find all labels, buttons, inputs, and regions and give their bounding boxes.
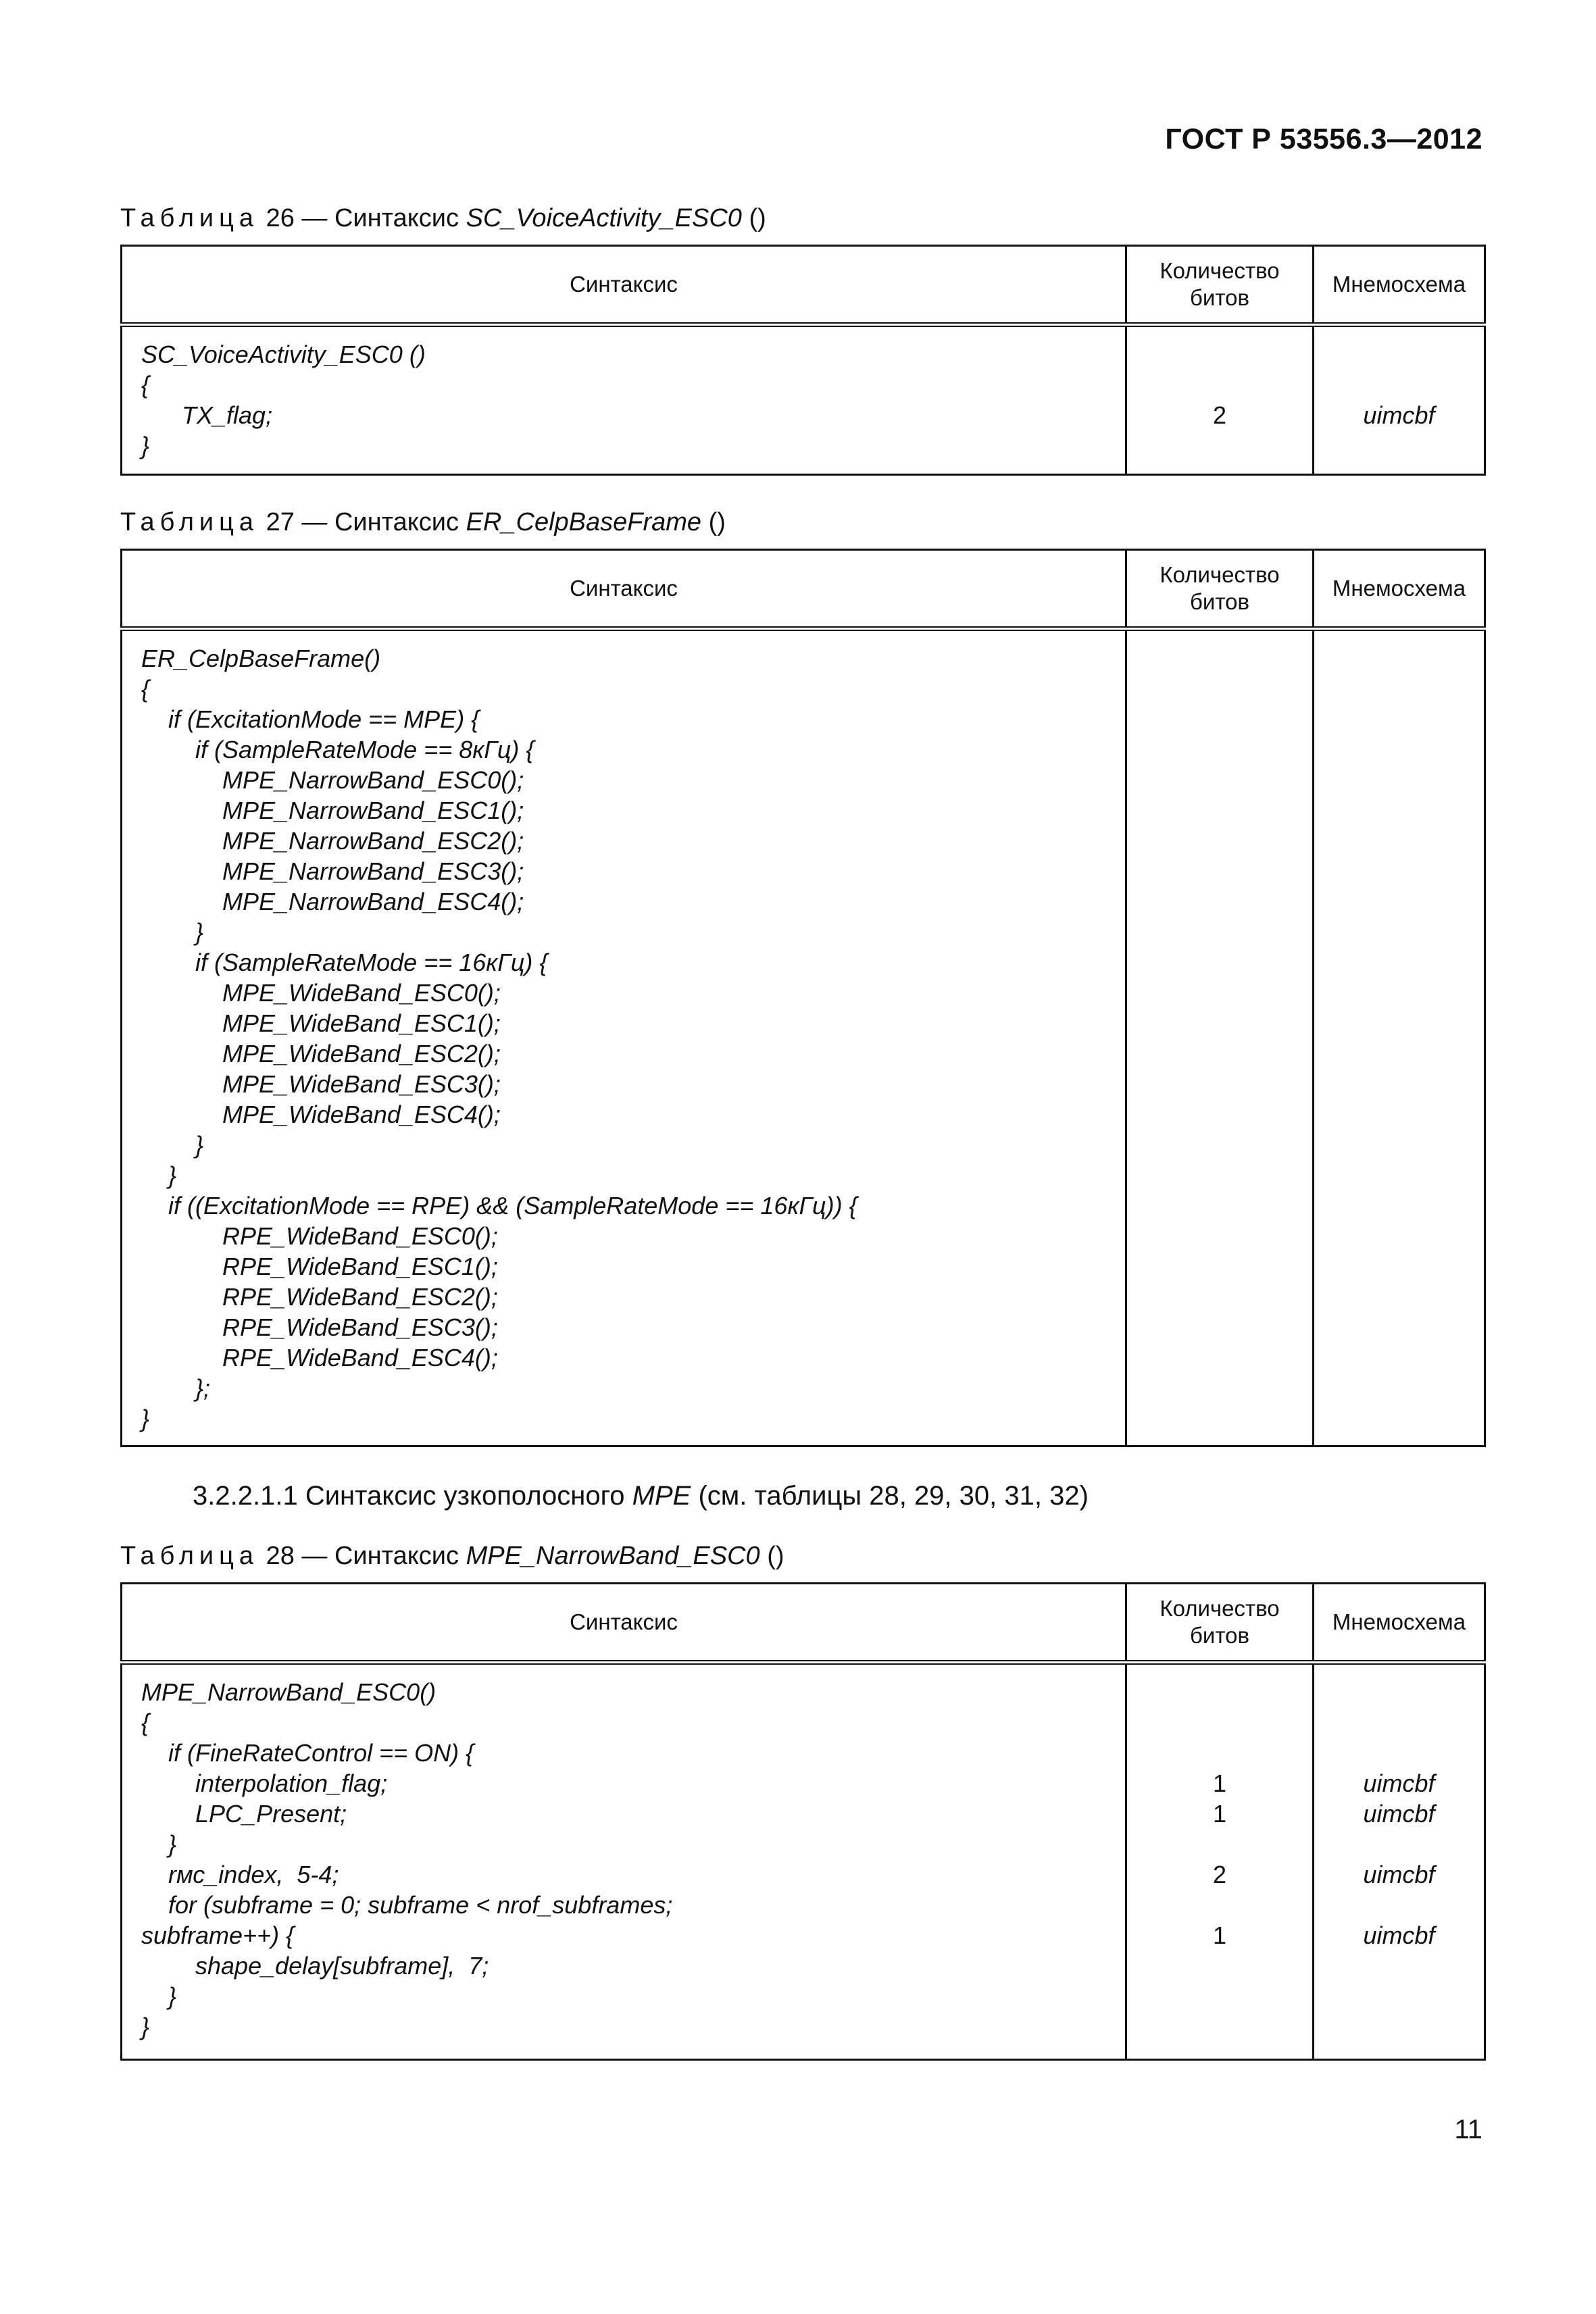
bits-values	[1127, 631, 1312, 643]
column-header-mnemonic: Мнемосхема	[1314, 550, 1485, 629]
column-header-bits	[1126, 246, 1314, 325]
bits-header-line1: Количество	[1159, 562, 1280, 587]
table-27-caption	[120, 508, 726, 537]
mnemonic-values: uimcbf uimcbf uimcbf uimcbf	[1363, 1769, 1435, 1949]
bits-header-line1: Количество	[1159, 258, 1280, 283]
syntax-code: ER_CelpBaseFrame() { if (ExcitationMode == MPE) { if (SampleRateMode == 8кГц) { MPE_NarrowBand_ESC0(); MPE_NarrowBand_ESC1(); MPE_NarrowBand_ESC2(); MPE_NarrowBand_ESC3(); MPE_NarrowBand_ESC4(); } if (SampleRateMode == 16кГц) { MPE_WideBand_ESC0(); MPE_WideBand_ESC1(); MPE_WideBand_ESC2(); MPE_WideBand_ESC3(); MPE_WideBand_ESC4(); } } if ((ExcitationMode == RPE) && (SampleRateMode == 16кГц)) { RPE_WideBand_ESC0(); RPE_WideBand_ESC1(); RPE_WideBand_ESC2(); RPE_WideBand_ESC3(); RPE_WideBand_ESC4(); }; }	[141, 645, 857, 1432]
caption-word: Таблица	[120, 508, 259, 536]
bits-header-line2: битов	[1190, 285, 1249, 310]
caption-number: 28	[266, 1542, 295, 1570]
column-header-syntax: Синтаксис	[122, 246, 1126, 325]
column-header-mnemonic: Мнемосхема	[1314, 246, 1485, 325]
section-heading	[193, 1481, 1089, 1511]
caption-prefix: — Синтаксис	[301, 204, 459, 232]
page-number: 11	[1454, 2115, 1482, 2144]
bits-values: 1 1 2 1	[1212, 1769, 1227, 1949]
section-term: MPE	[632, 1481, 691, 1511]
caption-word: Таблица	[120, 1542, 259, 1570]
table-28	[120, 1582, 1486, 2061]
column-header-bits	[1126, 550, 1314, 629]
section-number: 3.2.2.1.1	[193, 1481, 298, 1511]
column-header-mnemonic: Мнемосхема	[1314, 1584, 1485, 1663]
syntax-code: MPE_NarrowBand_ESC0() { if (FineRateControl == ON) { interpolation_flag; LPC_Present; } rмс_index, 5-4; for (subframe = 0; subframe < nrof_subframes; subframe++) { shape_delay[subframe], 7; } }	[141, 1678, 673, 2040]
standard-designation: ГОСТ Р 53556.3—2012	[1165, 123, 1482, 155]
caption-function: ER_CelpBaseFrame	[466, 508, 702, 536]
caption-prefix: — Синтаксис	[301, 1542, 459, 1570]
caption-function: SC_VoiceActivity_ESC0	[466, 204, 742, 232]
column-header-bits	[1126, 1584, 1314, 1663]
caption-number: 27	[266, 508, 295, 536]
table-27	[120, 549, 1486, 1447]
mnemonic-values	[1314, 631, 1484, 643]
table-28-caption	[120, 1542, 784, 1571]
bits-header-line1: Количество	[1159, 1596, 1280, 1621]
section-text: Синтаксис узкополосного	[305, 1481, 625, 1511]
caption-suffix: ()	[749, 204, 766, 232]
column-header-syntax: Синтаксис	[122, 550, 1126, 629]
bits-header-line2: битов	[1190, 1623, 1249, 1648]
bits-header-line2: битов	[1190, 589, 1249, 614]
caption-word: Таблица	[120, 204, 259, 232]
section-reference: (см. таблицы 28, 29, 30, 31, 32)	[698, 1481, 1089, 1511]
caption-suffix: ()	[708, 508, 726, 536]
column-header-syntax: Синтаксис	[122, 1584, 1126, 1663]
table-26	[120, 245, 1486, 476]
caption-number: 26	[266, 204, 295, 232]
table-26-caption	[120, 204, 766, 233]
bits-values: 2	[1212, 401, 1227, 429]
caption-suffix: ()	[767, 1542, 784, 1570]
caption-function: MPE_NarrowBand_ESC0	[466, 1542, 760, 1570]
syntax-code: SC_VoiceActivity_ESC0 () { TX_flag; }	[141, 341, 426, 459]
caption-prefix: — Синтаксис	[301, 508, 459, 536]
mnemonic-values: uimcbf	[1363, 401, 1435, 429]
